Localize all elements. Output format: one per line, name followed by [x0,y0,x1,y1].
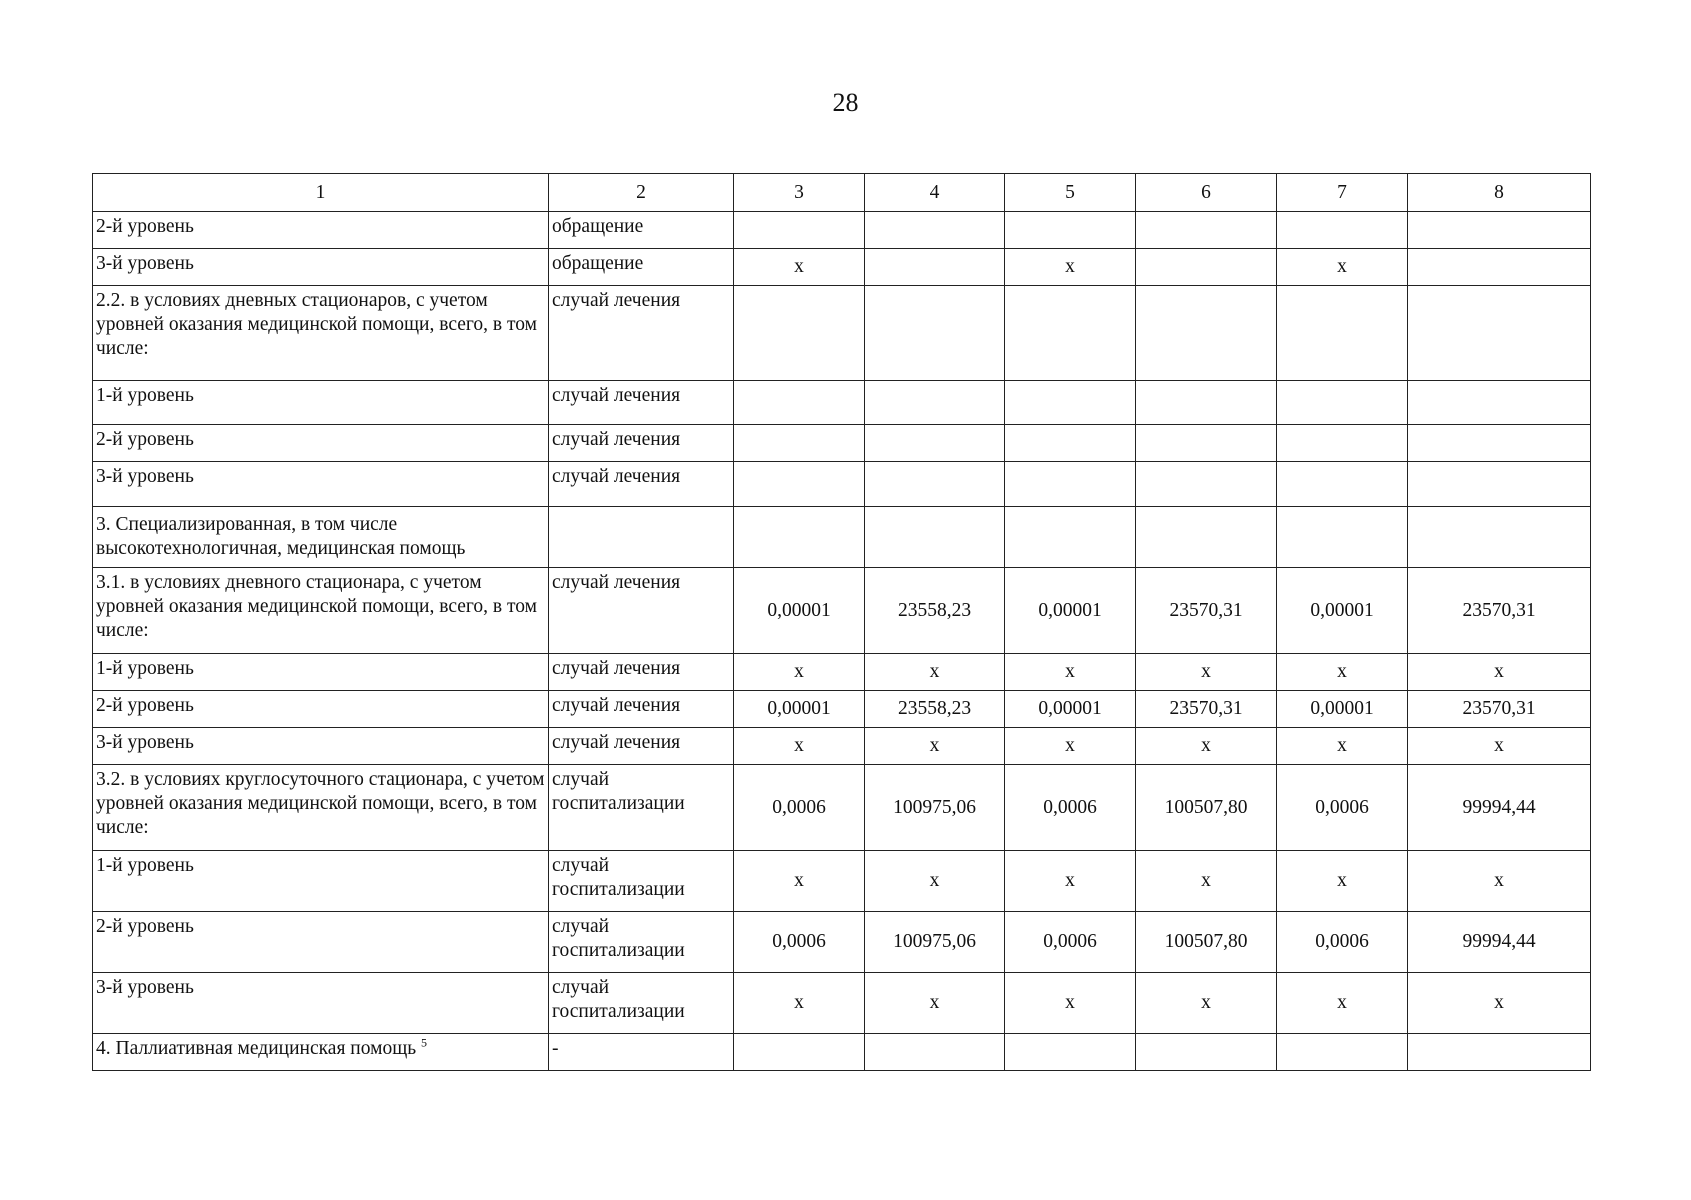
cell-value [1277,425,1408,462]
cell-value: х [1277,249,1408,286]
cell-value: 100975,06 [865,765,1005,851]
row-unit: случай лечения [549,425,734,462]
row-label-text: 4. Паллиативная медицинская помощь [96,1038,417,1059]
cell-value: х [865,728,1005,765]
cell-value [865,462,1005,507]
cell-value: 100507,80 [1136,912,1277,973]
column-header: 6 [1136,174,1277,212]
cell-value [865,249,1005,286]
table-row [93,381,1591,425]
row-label: 3.2. в условиях круглосуточного стационара, с учетом уровней оказания медицинской помощи, всего, в том числе: [93,765,549,851]
table-row [93,1034,1591,1071]
column-header: 2 [549,174,734,212]
cell-value [734,381,865,425]
cell-value: х [734,654,865,691]
cell-value: 23570,31 [1136,568,1277,654]
row-unit: обращение [549,249,734,286]
row-unit [549,507,734,568]
row-label: 2-й уровень [93,425,549,462]
cell-value [865,425,1005,462]
cell-value: х [1136,728,1277,765]
cell-value: 0,0006 [1005,912,1136,973]
row-unit: случай госпитализации [549,765,734,851]
cell-value [1136,212,1277,249]
table-row [93,691,1591,728]
cell-value [1136,249,1277,286]
cell-value [1277,507,1408,568]
cell-value: 100507,80 [1136,765,1277,851]
cell-value: 23558,23 [865,691,1005,728]
cell-value: 0,00001 [734,691,865,728]
cell-value: х [1005,728,1136,765]
cell-value [1005,462,1136,507]
cell-value: 0,0006 [1005,765,1136,851]
data-table [92,173,1591,1071]
cell-value: х [1408,728,1591,765]
cell-value [865,286,1005,381]
row-label: 1-й уровень [93,381,549,425]
cell-value: х [1277,851,1408,912]
cell-value: х [734,249,865,286]
row-label: 2.2. в условиях дневных стационаров, с учетом уровней оказания медицинской помощи, всего, в том числе: [93,286,549,381]
cell-value: 0,0006 [734,765,865,851]
page-number: 28 [832,88,859,117]
row-unit: случай госпитализации [549,973,734,1034]
cell-value [1408,1034,1591,1071]
cell-value: 0,00001 [1277,568,1408,654]
cell-value: х [734,728,865,765]
cell-value: х [734,851,865,912]
cell-value [1408,462,1591,507]
cell-value [1277,462,1408,507]
cell-value [1408,286,1591,381]
row-label: 3-й уровень [93,973,549,1034]
row-label: 2-й уровень [93,212,549,249]
row-label: 1-й уровень [93,654,549,691]
table-row [93,462,1591,507]
row-unit: случай госпитализации [549,851,734,912]
column-header: 1 [93,174,549,212]
cell-value: 0,0006 [734,912,865,973]
cell-value [1277,212,1408,249]
cell-value [1408,249,1591,286]
cell-value: х [865,654,1005,691]
cell-value: 23558,23 [865,568,1005,654]
cell-value: 0,00001 [1005,568,1136,654]
cell-value [865,507,1005,568]
cell-value [1277,1034,1408,1071]
cell-value [1408,425,1591,462]
cell-value: 23570,31 [1408,691,1591,728]
cell-value: 100975,06 [865,912,1005,973]
row-unit: случай лечения [549,691,734,728]
cell-value [734,286,865,381]
column-header: 5 [1005,174,1136,212]
cell-value: х [1136,973,1277,1034]
cell-value [1005,507,1136,568]
row-label: 1-й уровень [93,851,549,912]
row-unit: случай лечения [549,286,734,381]
cell-value [734,425,865,462]
table-row [93,212,1591,249]
cell-value [865,212,1005,249]
cell-value: 23570,31 [1408,568,1591,654]
cell-value: х [1136,654,1277,691]
cell-value: х [1136,851,1277,912]
column-header: 4 [865,174,1005,212]
cell-value [1136,1034,1277,1071]
cell-value: х [865,973,1005,1034]
cell-value: х [1408,851,1591,912]
cell-value: 0,00001 [1277,691,1408,728]
cell-value [734,212,865,249]
table-row [93,851,1591,912]
cell-value [1005,1034,1136,1071]
cell-value: х [1005,851,1136,912]
row-unit: случай госпитализации [549,912,734,973]
row-unit: случай лечения [549,728,734,765]
cell-value: х [1408,973,1591,1034]
cell-value: 0,0006 [1277,912,1408,973]
table-row [93,973,1591,1034]
row-unit: случай лечения [549,568,734,654]
table-row [93,912,1591,973]
cell-value: х [1005,654,1136,691]
cell-value [1408,507,1591,568]
column-header: 3 [734,174,865,212]
table-row [93,654,1591,691]
column-header: 7 [1277,174,1408,212]
cell-value [1005,286,1136,381]
cell-value [734,507,865,568]
column-header: 8 [1408,174,1591,212]
row-unit: - [549,1034,734,1071]
cell-value [1005,381,1136,425]
cell-value [865,1034,1005,1071]
row-label: 2-й уровень [93,912,549,973]
cell-value [1136,462,1277,507]
row-label: 3. Специализированная, в том числе высокотехнологичная, медицинская помощь [93,507,549,568]
table-row [93,765,1591,851]
cell-value: х [1005,249,1136,286]
cell-value [734,1034,865,1071]
row-label [93,1034,549,1071]
cell-value [1277,286,1408,381]
cell-value [1277,381,1408,425]
row-unit: случай лечения [549,462,734,507]
cell-value [1136,286,1277,381]
cell-value: х [1277,728,1408,765]
cell-value: х [734,973,865,1034]
cell-value: 0,00001 [1005,691,1136,728]
row-unit: обращение [549,212,734,249]
cell-value [734,462,865,507]
cell-value: 0,0006 [1277,765,1408,851]
cell-value [1005,212,1136,249]
row-label: 3-й уровень [93,462,549,507]
cell-value: 0,00001 [734,568,865,654]
cell-value: 23570,31 [1136,691,1277,728]
cell-value: х [1277,973,1408,1034]
cell-value [865,381,1005,425]
row-label: 3-й уровень [93,249,549,286]
table-row [93,249,1591,286]
cell-value: 99994,44 [1408,765,1591,851]
row-unit: случай лечения [549,654,734,691]
cell-value: х [1005,973,1136,1034]
cell-value [1408,212,1591,249]
cell-value: 99994,44 [1408,912,1591,973]
table-row [93,286,1591,381]
cell-value [1408,381,1591,425]
cell-value [1005,425,1136,462]
cell-value: х [1408,654,1591,691]
cell-value [1136,507,1277,568]
table-row [93,507,1591,568]
cell-value: х [1277,654,1408,691]
cell-value: х [865,851,1005,912]
row-label: 3.1. в условиях дневного стационара, с учетом уровней оказания медицинской помощи, всего, в том числе: [93,568,549,654]
footnote-marker: 5 [420,1035,427,1050]
row-unit: случай лечения [549,381,734,425]
row-label: 3-й уровень [93,728,549,765]
header-row [93,174,1591,212]
table-row [93,425,1591,462]
table-row [93,568,1591,654]
table-row [93,728,1591,765]
cell-value [1136,381,1277,425]
row-label: 2-й уровень [93,691,549,728]
cell-value [1136,425,1277,462]
